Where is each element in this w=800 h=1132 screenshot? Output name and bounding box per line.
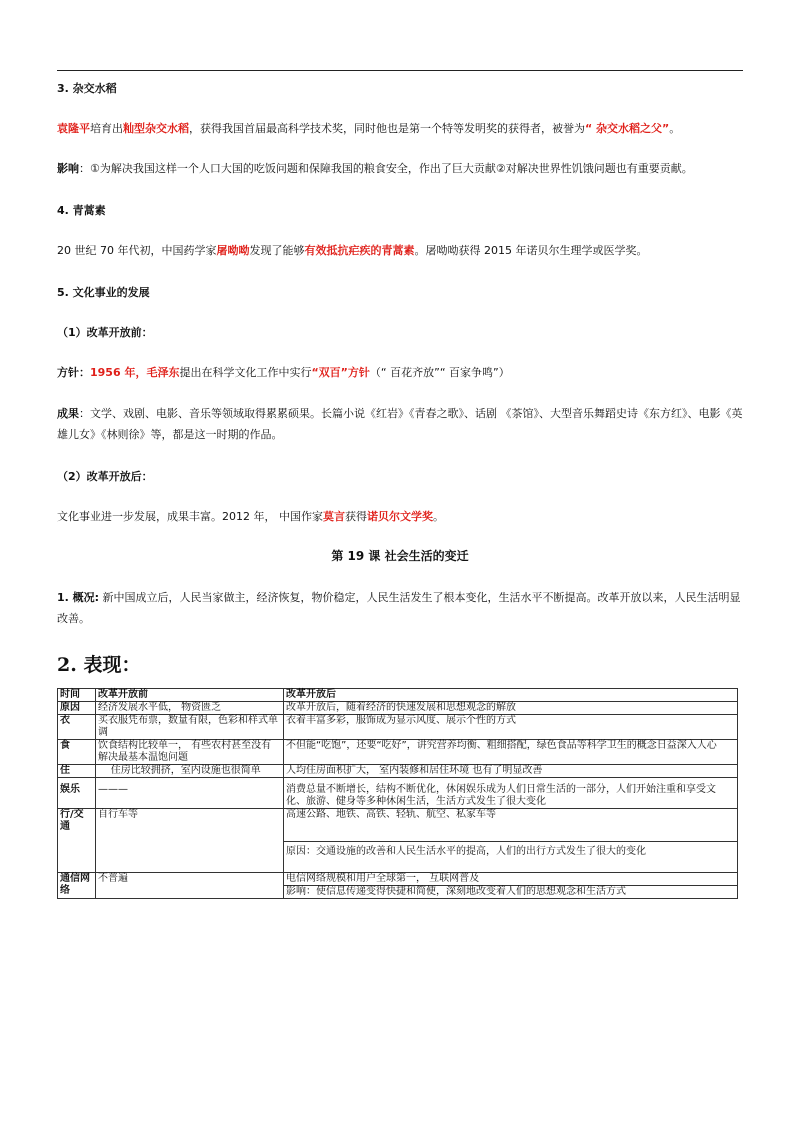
name-tu-youyou: 屠呦呦 [216,244,250,257]
table-row: 原因 经济发展水平低， 物资匮乏 改革开放后，随着经济的快速发展和思想观念的解放 [58,702,738,715]
section-title-artemisinin: 4. 青蒿素 [57,204,106,217]
table-row: 通信网络 不普遍 电信网络规模和用户全球第一， 互联网普及 影响：使信息传递变得快捷和简便，深刻地改变着人们的思想观念和生活方式 [58,873,738,899]
name-mo-yan: 莫言 [323,510,345,523]
section-title-hybrid-rice: 3. 杂交水稻 [57,82,117,95]
policy-paragraph: 方针：1956 年，毛泽东提出在科学文化工作中实行“双百”方针（“ 百花齐放”“ 百家争鸣”） [57,366,510,379]
table-row: 娱乐 ——— 消费总量不断增长，结构不断优化，休闲娱乐成为人们日常生活的一部分，人们开始注重和享受文化、旅游、健身等多种休闲生活，生活方式发生了很大变化 [58,778,738,809]
hybrid-rice-paragraph: 袁隆平培育出籼型杂交水稻，获得我国首届最高科学技术奖，同时他也是第一个特等发明奖的获得者，被誉为“ 杂交水稻之父”。 [57,122,681,135]
table-header-cell: 时间 [58,689,96,702]
rice-father-title: “ 杂交水稻之父” [585,122,670,135]
section-title-culture: 5. 文化事业的发展 [57,286,150,299]
overview-paragraph: 1. 概况: 新中国成立后，人民当家做主，经济恢复，物价稳定，人民生活发生了根本变化，生活水平不断提高。改革开放以来，人民生活明显改善。 [57,591,741,625]
name-yuan-longping: 袁隆平 [57,122,90,135]
lesson-title: 第 19 课 社会生活的变迁 [331,549,469,563]
artemisinin-paragraph: 20 世纪 70 年代初，中国药学家屠呦呦发现了能够有效抵抗疟疾的青蒿素。屠呦呦获得 2015 年诺贝尔生理学或医学奖。 [57,244,648,257]
performance-heading: 2. 表现： [57,654,141,676]
table-row: 食 饮食结构比较单一， 有些农村甚至没有解决最基本温饱问题 不但能“吃饱”，还要“吃好”，讲究营养均衡、粗细搭配，绿色食品等科学卫生的概念日益深入人心 [58,740,738,765]
achievements-paragraph: 成果：文学、戏剧、电影、音乐等领域取得累累硕果。长篇小说《红岩》《青春之歌》、话剧 《茶馆》、大型音乐舞蹈史诗《东方红》、电影《英雄儿女》《林则徐》等，都是这一时期的作品。 [57,407,743,441]
table-row: 衣 买衣服凭布票，数量有限，色彩和样式单调 衣着丰富多彩，服饰成为显示风度、展示个性的方式 [58,715,738,740]
after-reform-heading: （2）改革开放后： [57,470,153,483]
hybrid-rice-impact: 影响：①为解决我国这样一个人口大国的吃饭问题和保障我国的粮食安全，作出了巨大贡献②对解决世界性饥饿问题也有重要贡献。 [57,162,693,175]
social-life-table [57,688,738,899]
table-row: 住 住房比较拥挤，室内设施也很简单 人均住房面积扩大， 室内装修和居住环境 也有了明显改善 [58,765,738,778]
table-header-cell: 改革开放前 [96,689,284,702]
rice-type: 籼型杂交水稻 [123,122,189,135]
nobel-prize: 诺贝尔文学奖 [367,510,433,523]
table-row: 行/交通 自行车等 高速公路、地铁、高铁、轻轨、航空、私家车等 原因：交通设施的改善和人民生活水平的提高，人们的出行方式发生了很大的变化 [58,809,738,873]
table-header-row [58,689,738,702]
artemisinin-highlight: 有效抵抗疟疾的青蒿素 [304,244,415,257]
before-reform-heading: （1）改革开放前： [57,326,153,339]
after-reform-paragraph: 文化事业进一步发展，成果丰富。2012 年， 中国作家莫言获得诺贝尔文学奖。 [57,510,444,523]
top-rule [57,70,743,71]
table-header-cell: 改革开放后 [284,689,738,702]
